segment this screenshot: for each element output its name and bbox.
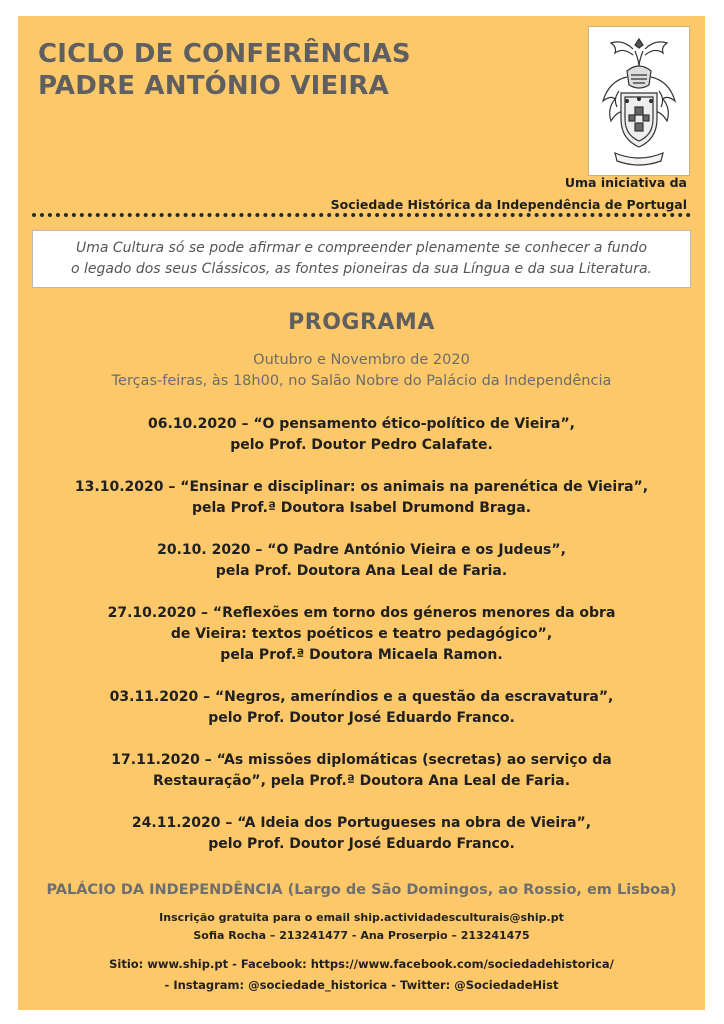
social-links-line-2[interactable]: - Instagram: @sociedade_historica - Twitter: @SociedadeHist xyxy=(164,978,559,992)
social-links-line-1[interactable]: Sitio: www.ship.pt - Facebook: https://www.facebook.com/sociedadehistorica/ xyxy=(109,957,614,971)
talk-speaker: pela Prof.ª Doutora Isabel Drumond Braga. xyxy=(191,500,532,516)
talk-item xyxy=(18,750,705,792)
social-links xyxy=(18,954,705,996)
talk-speaker: pelo Prof. Doutor José Eduardo Franco. xyxy=(208,836,515,852)
schedule-months: Outubro e Novembro de 2020 xyxy=(253,352,470,368)
quote-box xyxy=(32,230,691,288)
talk-list xyxy=(18,414,705,876)
talk-item xyxy=(18,540,705,582)
registration-email[interactable]: Inscrição gratuita para o email ship.actividadesculturais@ship.pt xyxy=(159,911,564,924)
contact-phones: Sofia Rocha – 213241477 - Ana Proserpio – 213241475 xyxy=(193,929,530,942)
talk-item xyxy=(18,477,705,519)
quote-line-2: o legado dos seus Clássicos, as fontes pioneiras da sua Língua e da sua Literatura. xyxy=(70,261,653,277)
talk-item xyxy=(18,414,705,456)
talk-item xyxy=(18,603,705,666)
poster xyxy=(18,16,705,1010)
schedule-details: Terças-feiras, às 18h00, no Salão Nobre do Palácio da Independência xyxy=(111,373,612,389)
programa-heading: PROGRAMA xyxy=(288,310,435,335)
talk-title: 17.11.2020 – “As missões diplomáticas (secretas) ao serviço da xyxy=(111,752,612,768)
talk-speaker: pela Prof.ª Doutora Micaela Ramon. xyxy=(220,647,503,663)
talk-item xyxy=(18,687,705,729)
talk-speaker: pela Prof. Doutora Ana Leal de Faria. xyxy=(215,563,508,579)
talk-title-continued: de Vieira: textos poéticos e teatro pedagógico”, xyxy=(170,626,553,642)
talk-item xyxy=(18,813,705,855)
talk-title: 03.11.2020 – “Negros, ameríndios e a questão da escravatura”, xyxy=(109,689,614,705)
talk-speaker: pelo Prof. Doutor José Eduardo Franco. xyxy=(208,710,515,726)
title-line-1: CICLO DE CONFERÊNCIAS xyxy=(38,39,411,69)
talk-title: 24.11.2020 – “A Ideia dos Portugueses na obra de Vieira”, xyxy=(131,815,592,831)
crest-box xyxy=(588,26,690,176)
talk-title: 20.10. 2020 – “O Padre António Vieira e os Judeus”, xyxy=(157,542,566,558)
initiative-line-1: Uma iniciativa da xyxy=(564,175,687,190)
contact-info xyxy=(18,909,705,945)
talk-speaker: Restauração”, pela Prof.ª Doutora Ana Leal de Faria. xyxy=(152,773,571,789)
page-title xyxy=(38,38,411,102)
initiative-credit xyxy=(331,172,687,216)
dotted-divider xyxy=(32,213,691,217)
talk-title: 06.10.2020 – “O pensamento ético-político de Vieira”, xyxy=(148,416,575,432)
coat-of-arms-icon xyxy=(589,27,689,175)
initiative-organization: Sociedade Histórica da Independência de Portugal xyxy=(330,197,687,212)
quote-line-1: Uma Cultura só se pode afirmar e compreender plenamente se conhecer a fundo xyxy=(75,240,648,256)
schedule-info xyxy=(18,350,705,392)
talk-title: 27.10.2020 – “Reflexões em torno dos géneros menores da obra xyxy=(107,605,616,621)
venue-address: PALÁCIO DA INDEPENDÊNCIA (Largo de São Domingos, ao Rossio, em Lisboa) xyxy=(46,882,677,898)
talk-speaker: pelo Prof. Doutor Pedro Calafate. xyxy=(230,437,493,453)
talk-title: 13.10.2020 – “Ensinar e disciplinar: os animais na parenética de Vieira”, xyxy=(74,479,649,495)
title-line-2: PADRE ANTÓNIO VIEIRA xyxy=(38,71,389,101)
